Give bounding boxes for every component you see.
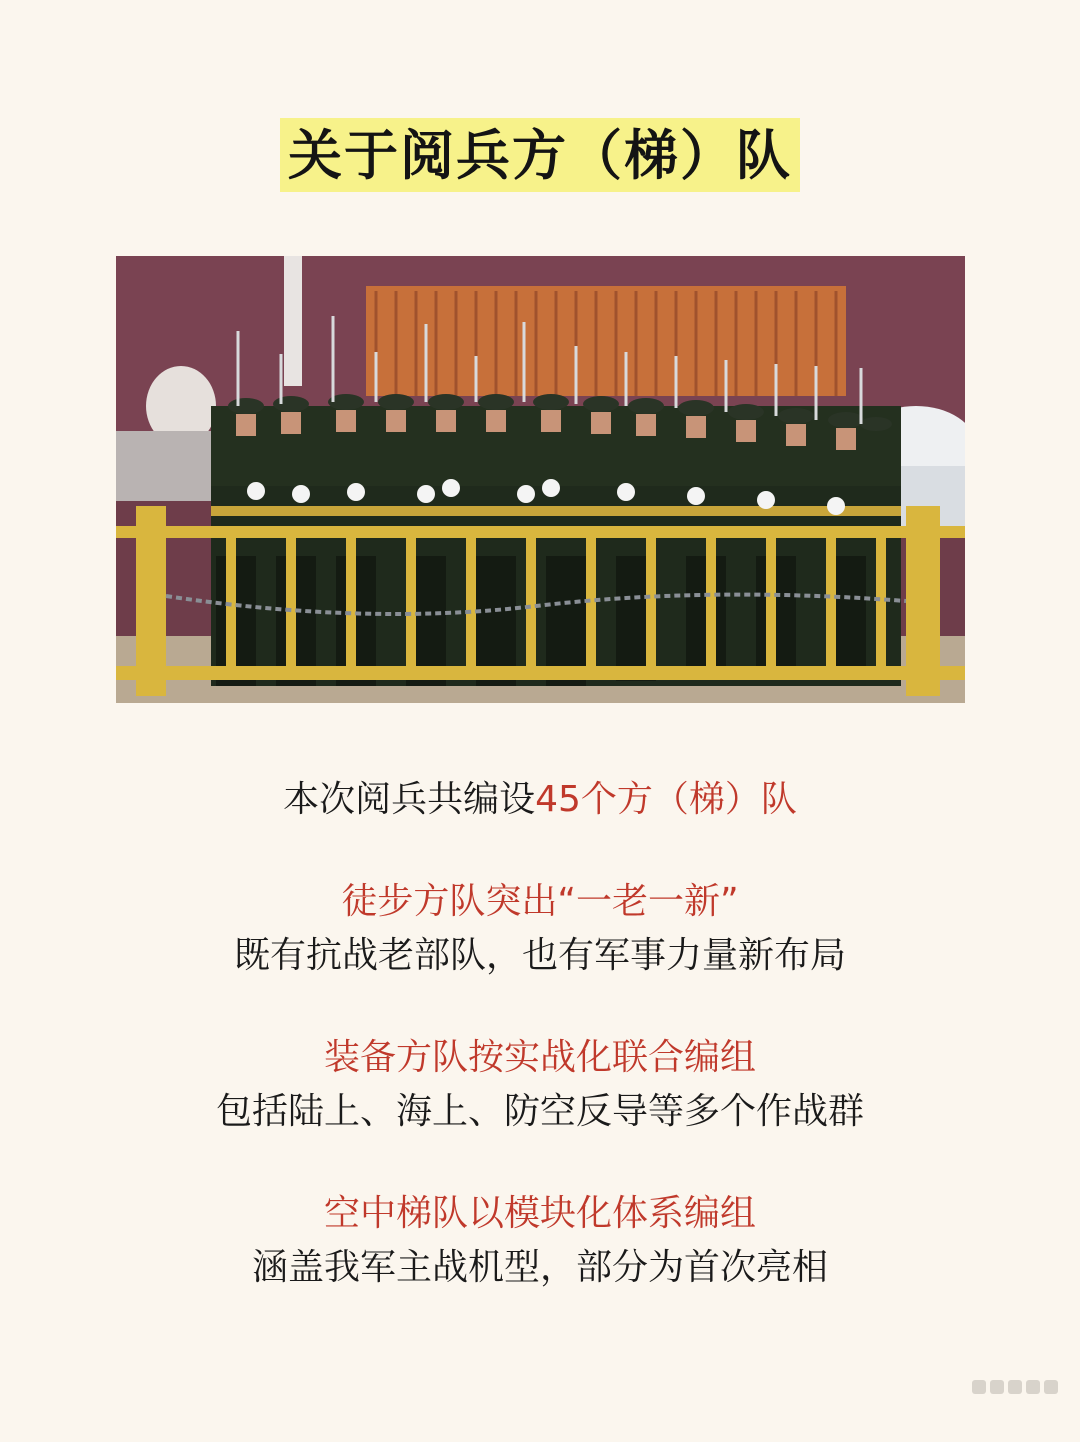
watermark-dots <box>972 1380 1058 1394</box>
title-wrap <box>0 118 1080 192</box>
section-body-1: 既有抗战老部队，也有军事力量新布局 <box>233 935 846 976</box>
section-heading-3: 空中梯队以模块化体系编组 <box>323 1193 756 1234</box>
watermark-dot <box>1026 1380 1040 1394</box>
watermark-dot <box>990 1380 1004 1394</box>
watermark-dot <box>1008 1380 1022 1394</box>
parade-photo <box>116 256 965 703</box>
intro-highlight: 45个方（梯）队 <box>535 779 797 820</box>
watermark-dot <box>1044 1380 1058 1394</box>
intro-line <box>0 774 1080 826</box>
intro-prefix: 本次阅兵共编设 <box>283 779 536 820</box>
section-heading-2: 装备方队按实战化联合编组 <box>323 1037 756 1078</box>
section-heading-1: 徒步方队突出“一老一新” <box>341 881 739 922</box>
watermark-dot <box>972 1380 986 1394</box>
section-body-3: 涵盖我军主战机型，部分为首次亮相 <box>251 1247 828 1288</box>
section-body-2: 包括陆上、海上、防空反导等多个作战群 <box>215 1091 864 1132</box>
page-title: 关于阅兵方（梯）队 <box>280 118 800 192</box>
